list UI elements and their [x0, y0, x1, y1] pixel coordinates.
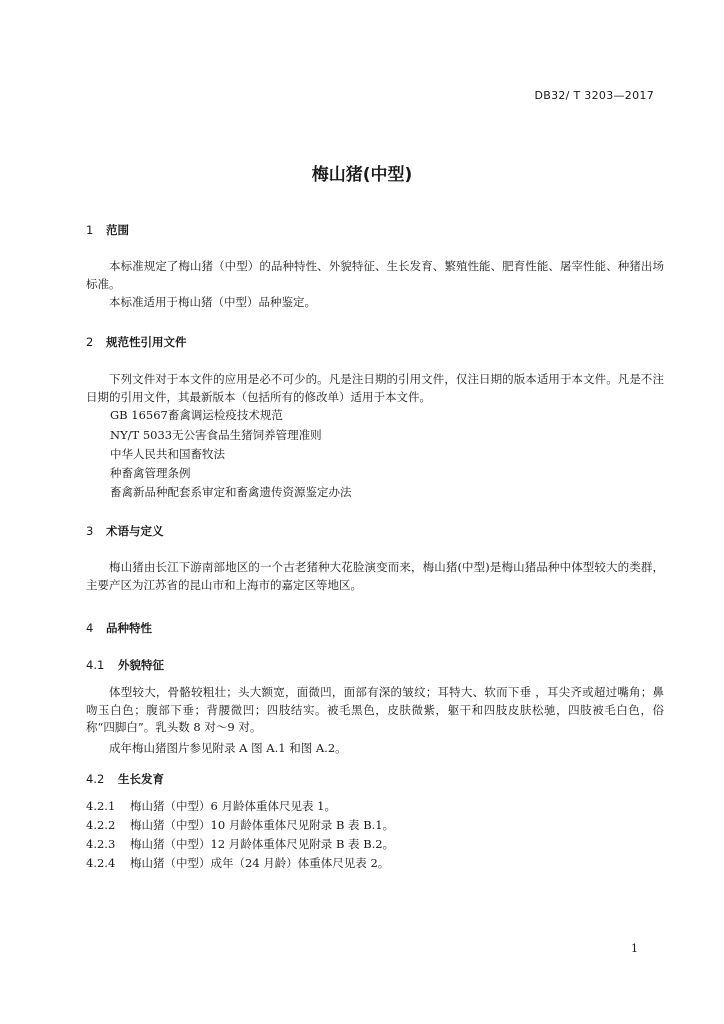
reference-item: 中华人民共和国畜牧法: [110, 447, 225, 461]
section-4-1-paragraph-1: 体型较大，骨骼较粗壮；头大额宽，面微凹，面部有深的皱纹；耳特大、软而下垂 ，耳尖齐或超过嘴角；鼻吻玉白色；腹部下垂；背腰微凹；四肢结实。被毛黑色，皮肤微紫，躯干和四肢皮肤松驰，四肢被毛白色，俗称“四脚白”。乳头数 8 对～9 对。: [86, 685, 664, 734]
section-2-heading: [86, 334, 187, 350]
subclause-number: 4.2.1: [86, 799, 116, 813]
subclause-4-2-2: [86, 817, 394, 835]
section-3-paragraph: 梅山猪由长江下游南部地区的一个古老猪种大花脸演变而来，梅山猪(中型)是梅山猪品种中体型较大的类群，主要产区为江苏省的昆山市和上海市的嘉定区等地区。: [86, 560, 664, 592]
reference-item: 种畜禽管理条例: [110, 466, 191, 480]
reference-item: 畜禽新品种配套系审定和畜禽遗传资源鉴定办法: [110, 485, 352, 499]
section-1-paragraph-2: 本标准适用于梅山猪（中型）品种鉴定。: [109, 295, 316, 309]
section-1-paragraph-1: 本标准规定了梅山猪（中型）的品种特性、外貌特征、生长发育、繁殖性能、肥育性能、屠宰性能、种猪出场标准。: [86, 259, 664, 291]
subclause-text: 梅山猪（中型）12 月龄体重体尺见附录 B 表 B.2。: [130, 837, 395, 851]
section-number: 4.1: [86, 658, 105, 672]
section-number: 4: [86, 621, 94, 635]
section-title: 术语与定义: [106, 524, 164, 538]
section-title: 外貌特征: [118, 658, 164, 672]
section-title: 生长发育: [118, 772, 164, 786]
page-number: 1: [631, 942, 638, 955]
section-3-heading: [86, 523, 164, 539]
section-2-intro: 下列文件对于本文件的应用是必不可少的。凡是注日期的引用文件，仅注日期的版本适用于本文件。凡是不注日期的引用文件，其最新版本（包括所有的修改单）适用于本文件。: [86, 372, 664, 404]
subclause-number: 4.2.4: [86, 856, 116, 870]
section-4-1-paragraph-2: 成年梅山猪图片参见附录 A 图 A.1 和图 A.2。: [109, 741, 347, 755]
section-number: 1: [86, 223, 94, 237]
section-4-1-heading: [86, 657, 164, 673]
subclause-text: 梅山猪（中型）10 月龄体重体尺见附录 B 表 B.1。: [130, 818, 395, 832]
section-1-heading: [86, 222, 129, 238]
section-number: 2: [86, 335, 94, 349]
section-title: 范围: [106, 223, 129, 237]
section-number: 3: [86, 524, 94, 538]
subclause-4-2-3: [86, 836, 394, 854]
document-title: 梅山猪(中型): [311, 165, 413, 185]
section-4-heading: [86, 620, 152, 636]
section-4-2-heading: [86, 771, 164, 787]
reference-item: NY/T 5033无公害食品生猪饲养管理准则: [110, 428, 322, 442]
subclause-number: 4.2.2: [86, 818, 116, 832]
subclause-4-2-4: [86, 855, 389, 873]
section-title: 品种特性: [106, 621, 152, 635]
subclause-text: 梅山猪（中型）6 月龄体重体尺见表 1。: [130, 799, 336, 813]
reference-item: GB 16567畜禽调运检疫技术规范: [110, 408, 283, 422]
standard-number: DB32/ T 3203—2017: [534, 89, 654, 102]
subclause-4-2-1: [86, 798, 336, 816]
section-title: 规范性引用文件: [106, 335, 187, 349]
subclause-number: 4.2.3: [86, 837, 116, 851]
subclause-text: 梅山猪（中型）成年（24 月龄）体重体尺见表 2。: [130, 856, 390, 870]
section-number: 4.2: [86, 772, 105, 786]
